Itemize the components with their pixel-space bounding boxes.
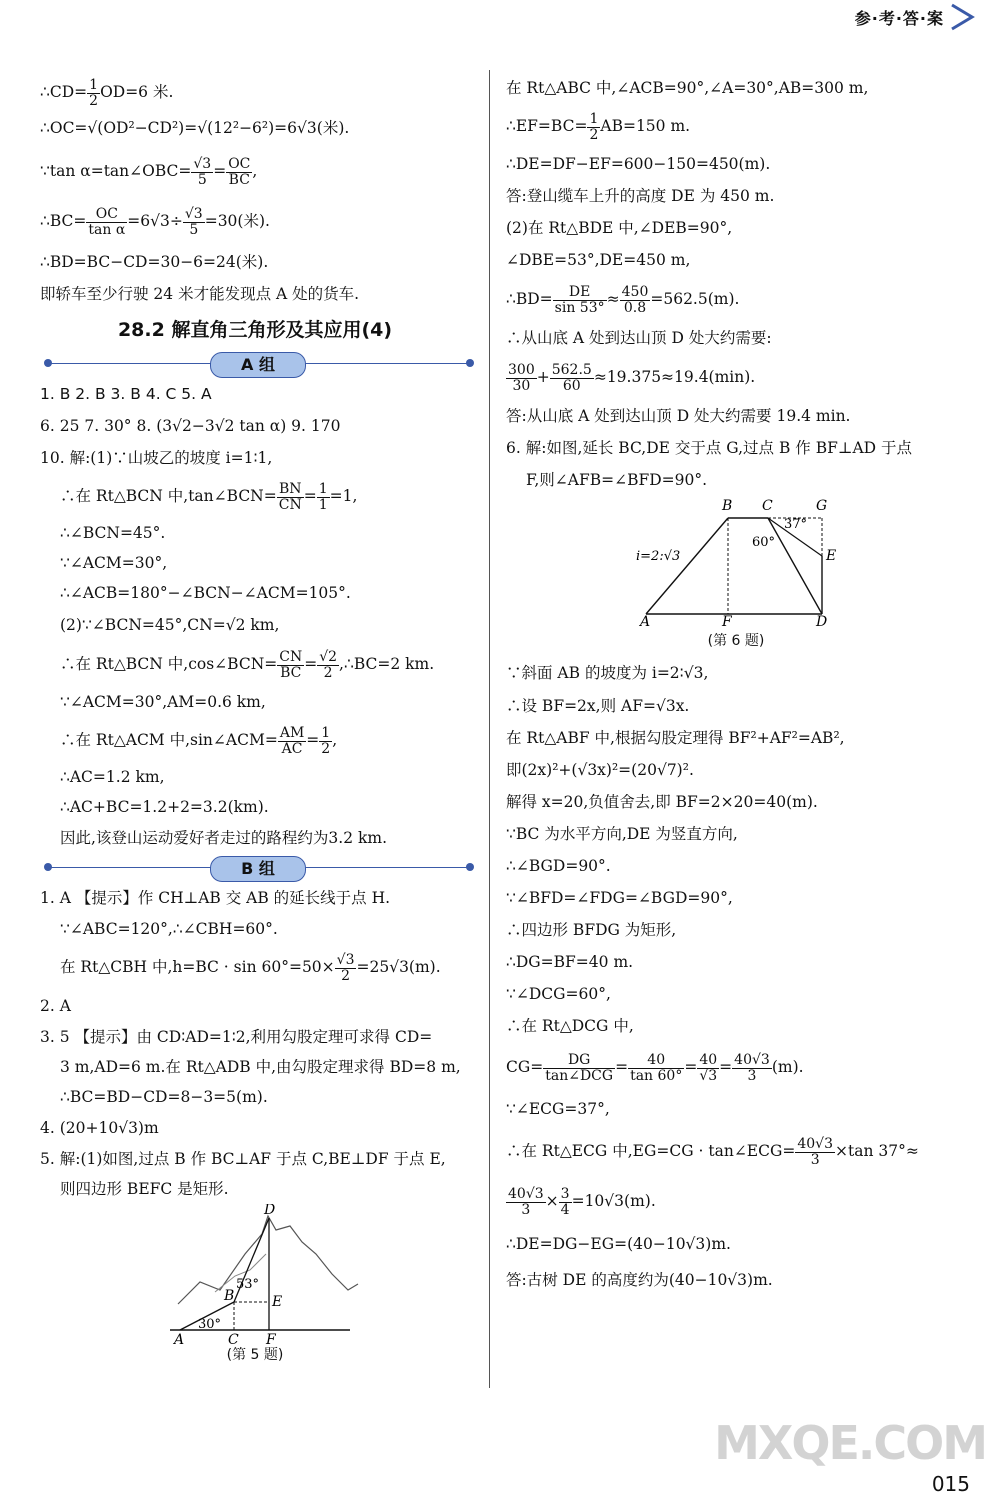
- text-line: 答:古树 DE 的高度约为(40−10√3)m.: [506, 1271, 773, 1289]
- text-line: ∵BC 为水平方向,DE 为竖直方向,: [506, 825, 738, 843]
- text-line: ∴∠ACB=180°−∠BCN−∠ACM=105°.: [60, 584, 351, 602]
- text-line: CG= $\frac{DG}{\text{tan∠DCG}}$ = $\frac{40}{\tan 60^\circ}$ = $\frac{40}{√3}$ = $\frac{40√3}{3}$ (m).: [506, 1051, 804, 1084]
- text-line: ∴∠BGD=90°.: [506, 857, 611, 875]
- text-line: ∴∠BCN=45°.: [60, 524, 166, 542]
- text-line: 5. 解:(1)如图,过点 B 作 BC⊥AF 于点 C,BE⊥DF 于点 E,: [40, 1150, 446, 1168]
- label-f: F: [266, 1332, 276, 1344]
- text-line: 4. (20+10√3)m: [40, 1119, 159, 1137]
- text-line: 在 Rt△CBH 中,h=BC · sin 60°=50× $\frac{√3}{2}$ =25√3(m).: [60, 951, 441, 984]
- text-line: ∴EF=BC= $\frac{1}{2}$ AB=150 m.: [506, 110, 691, 143]
- text-line: ∴四边形 BFDG 为矩形,: [506, 921, 677, 939]
- answer-line: 1. B 2. B 3. B 4. C 5. A: [40, 385, 212, 403]
- text-line: (2)在 Rt△BDE 中,∠DEB=90°,: [506, 219, 733, 237]
- text-line: 因此,该登山运动爱好者走过的路程约为3.2 km.: [60, 829, 388, 847]
- label-a: A: [174, 1332, 185, 1344]
- text-line: (2)∵∠BCN=45°,CN=√2 km,: [60, 616, 280, 634]
- text-line: ∵∠DCG=60°,: [506, 985, 611, 1003]
- text-line: 解得 x=20,负值舍去,即 BF=2×20=40(m).: [506, 793, 818, 811]
- text-line: 在 Rt△ABF 中,根据勾股定理得 BF²+AF²=AB²,: [506, 729, 845, 747]
- group-a-label: A 组: [210, 352, 306, 378]
- text-line: ∵∠ACM=30°,AM=0.6 km,: [60, 693, 266, 711]
- group-b-label: B 组: [210, 856, 306, 882]
- text-line: ∵∠ECG=37°,: [506, 1100, 610, 1118]
- text-line: ∠DBE=53°,DE=450 m,: [506, 251, 691, 269]
- text-line: 答:从山底 A 处到达山顶 D 处大约需要 19.4 min.: [506, 407, 851, 425]
- label-c: C: [762, 498, 773, 514]
- column-divider: [489, 70, 490, 1388]
- text-line: 6. 解:如图,延长 BC,DE 交于点 G,过点 B 作 BF⊥AD 于点: [506, 439, 912, 457]
- header-label: 参·考·答·案: [854, 9, 944, 28]
- angle-30: 30°: [198, 1317, 222, 1332]
- text-line: ∴CD= $\frac{1}{2}$ OD=6 米.: [40, 76, 174, 109]
- text-line: $\frac{300}{30}$ + $\frac{562.5}{60}$ ≈19.375≈19.4(min).: [508, 361, 756, 394]
- label-g: G: [816, 498, 828, 514]
- label-b: B: [722, 498, 733, 514]
- text-line: F,则∠AFB=∠BFD=90°.: [526, 471, 708, 489]
- text-line: 在 Rt△ABC 中,∠ACB=90°,∠A=30°,AB=300 m,: [506, 79, 869, 97]
- text-line: ∴BD= $\frac{DE}{\sin 53^\circ}$ ≈ $\frac{450}{0.8}$ =562.5(m).: [506, 283, 740, 316]
- text-line: ∴BC=BD−CD=8−3=5(m).: [60, 1088, 268, 1106]
- text-line: 2. A: [40, 997, 71, 1015]
- text-line: $\frac{40√3}{3}$ × $\frac{3}{4}$ =10√3(m).: [508, 1185, 656, 1218]
- text-line: ∵∠BFD=∠FDG=∠BGD=90°,: [506, 889, 733, 907]
- text-line: ∴设 BF=2x,则 AF=√3x.: [506, 697, 690, 715]
- section-title: 28.2 解直角三角形及其应用(4): [117, 319, 393, 341]
- text-line: ∴DE=DF−EF=600−150=450(m).: [506, 155, 771, 173]
- label-e: E: [826, 548, 837, 564]
- angle-60: 60°: [752, 535, 776, 550]
- tree-slope-diagram: [506, 496, 966, 626]
- group-b-banner: [40, 854, 470, 882]
- page-number: 015: [931, 1472, 970, 1496]
- right-column: [506, 72, 966, 1298]
- text-line: ∵∠ABC=120°,∴∠CBH=60°.: [60, 920, 278, 938]
- figure-5: [40, 1204, 470, 1344]
- label-e: E: [272, 1294, 283, 1310]
- text-line: 答:登山缆车上升的高度 DE 为 450 m.: [506, 187, 775, 205]
- angle-37: 37°: [784, 517, 808, 532]
- angle-53: 53°: [236, 1277, 260, 1292]
- label-b: B: [224, 1288, 235, 1304]
- text-line: ∴AC+BC=1.2+2=3.2(km).: [60, 798, 269, 816]
- text-line: ∴DG=BF=40 m.: [506, 953, 634, 971]
- mountain-diagram: [40, 1204, 470, 1344]
- figure-6-caption: (第 6 题): [707, 633, 765, 649]
- label-c: C: [228, 1332, 239, 1344]
- label-d: D: [264, 1204, 276, 1218]
- text-line: 则四边形 BEFC 是矩形.: [60, 1180, 229, 1198]
- text-line: ∴从山底 A 处到达山顶 D 处大约需要:: [506, 329, 772, 347]
- text-line: 1. A 【提示】作 CH⊥AB 交 AB 的延长线于点 H.: [40, 889, 391, 907]
- text-line: 10. 解:(1)∵山坡乙的坡度 i=1∶1,: [40, 449, 273, 467]
- figure-5-caption: (第 5 题): [226, 1347, 284, 1363]
- chevron-right-icon: [942, 2, 982, 32]
- figure-6: [506, 496, 966, 626]
- label-a: A: [640, 614, 651, 626]
- text-line: 3 m,AD=6 m.在 Rt△ADB 中,由勾股定理求得 BD=8 m,: [60, 1058, 461, 1076]
- slope-label: i=2:√3: [636, 549, 681, 564]
- text-line: ∴在 Rt△ACM 中,sin∠ACM= $\frac{AM}{AC}$ = $\frac{1}{2}$ ,: [60, 724, 338, 757]
- text-line: ∴在 Rt△BCN 中,tan∠BCN= $\frac{BN}{CN}$ = $\frac{1}{1}$ =1,: [60, 480, 358, 513]
- text-line: ∴BD=BC−CD=30−6=24(米).: [40, 253, 269, 271]
- text-line: 即(2x)²+(√3x)²=(20√7)².: [506, 761, 694, 779]
- answer-line: 6. 25 7. 30° 8. (3√2−3√2 tan α) 9. 170: [40, 417, 341, 435]
- text-line: ∴在 Rt△DCG 中,: [506, 1017, 634, 1035]
- text-line: ∴OC=√(OD²−CD²)=√(12²−6²)=6√3(米).: [40, 119, 350, 137]
- text-line: ∵tan α=tan∠OBC= $\frac{√3}{5}$ = $\frac{OC}{BC}$ ,: [40, 155, 258, 188]
- text-line: ∴DE=DG−EG=(40−10√3)m.: [506, 1235, 731, 1253]
- text-line: ∴在 Rt△ECG 中,EG=CG · tan∠ECG= $\frac{40√3}{3}$ ×tan 37°≈: [506, 1135, 919, 1168]
- text-line: ∵∠ACM=30°,: [60, 554, 168, 572]
- label-f: F: [722, 614, 732, 626]
- group-a-banner: [40, 350, 470, 378]
- text-line: ∴AC=1.2 km,: [60, 768, 165, 786]
- watermark: MXQE.COM: [714, 1416, 986, 1470]
- text-line: ∴BC= $\frac{OC}{\text{tan α}}$ =6√3÷ $\frac{√3}{5}$ =30(米).: [40, 205, 270, 238]
- text-line: ∴在 Rt△BCN 中,cos∠BCN= $\frac{CN}{BC}$ = $\frac{√2}{2}$ ,∴BC=2 km.: [60, 648, 435, 681]
- text-line: 即轿车至少行驶 24 米才能发现点 A 处的货车.: [40, 285, 360, 303]
- label-d: D: [816, 614, 828, 626]
- text-line: ∵斜面 AB 的坡度为 i=2∶√3,: [506, 664, 709, 682]
- left-column: [40, 74, 470, 1364]
- text-line: 3. 5 【提示】由 CD∶AD=1∶2,利用勾股定理可求得 CD=: [40, 1028, 433, 1046]
